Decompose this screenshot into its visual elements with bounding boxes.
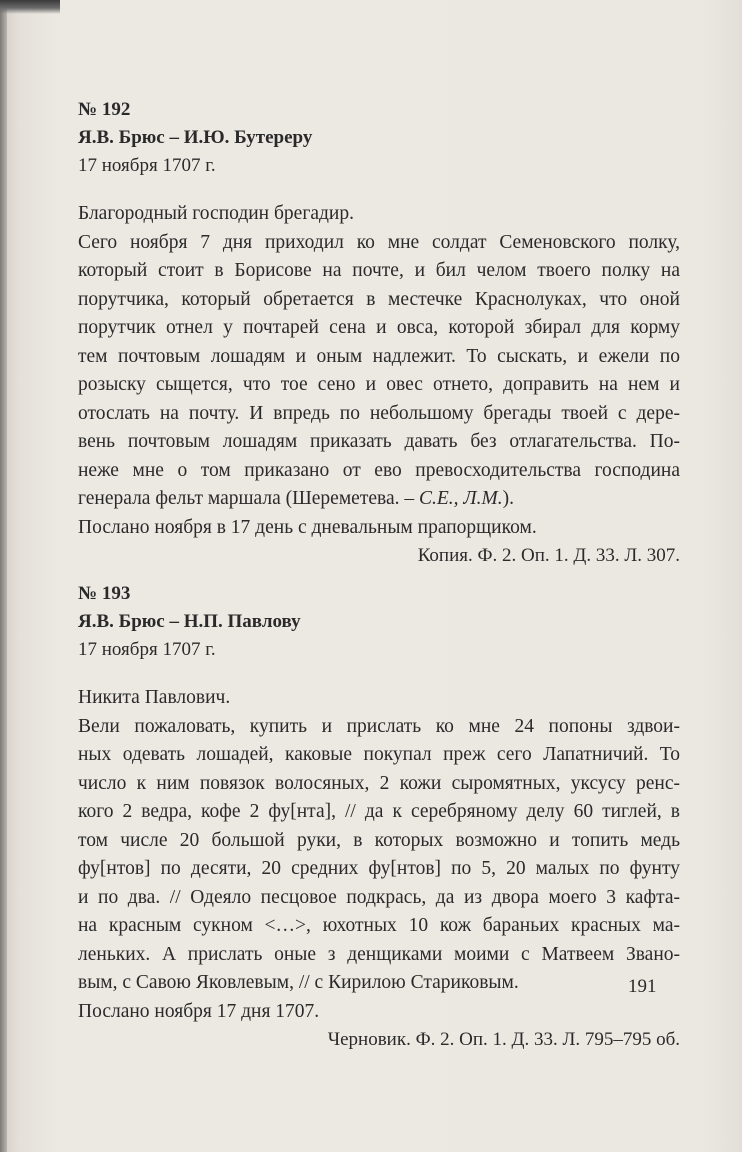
document-193-body	[78, 684, 680, 1054]
salutation: Никита Павлович.	[78, 687, 231, 708]
letter-body	[78, 229, 680, 543]
sent-note: Послано ноября в 17 день с дневальным прапорщиком.	[78, 516, 537, 538]
body-line: розыску сыщется, что тое сено и овес отнето, доправить на нем и	[78, 374, 680, 395]
doc-header: Я.В. Брюс – Н.П. Павлову	[78, 611, 301, 632]
body-line: отослать на почту. И впредь по небольшому брегады твоей с дере-	[78, 402, 680, 424]
body-line: Вели пожаловать, купить и прислать ко мне 24 попоны здвои-	[78, 715, 680, 737]
body-line: том числе 20 большой руки, в которых возможно и топить медь	[78, 829, 680, 851]
editor-initials: С.Е., Л.М.	[418, 488, 503, 509]
archival-source: Черновик. Ф. 2. Оп. 1. Д. 33. Л. 795–795 об.	[327, 1029, 680, 1050]
body-text: ).	[502, 488, 514, 509]
doc-number: № 192	[78, 99, 131, 120]
body-line: тем почтовым лошадям и оным надлежит. То сыскать, и ежели по	[78, 345, 680, 367]
doc-date: 17 ноября 1707 г.	[78, 639, 216, 660]
document-192	[78, 96, 680, 180]
body-line: порутчика, который обретается в местечке Краснолуках, что оной	[78, 288, 680, 310]
body-line: который стоит в Борисове на почте, и бил челом твоего полку на	[78, 260, 680, 281]
body-line: на красным сукном <…>, юхотных 10 кож бараньих красных ма-	[78, 915, 680, 936]
salutation: Благородный господин брегадир.	[78, 203, 354, 224]
body-line: число к ним повязок волосяных, 2 кожи сыромятных, уксусу ренс-	[78, 772, 680, 794]
doc-date: 17 ноября 1707 г.	[78, 155, 216, 176]
body-text: генерала фельт маршала (Шереметева. –	[78, 488, 419, 509]
page-number: 191	[628, 976, 657, 997]
doc-header: Я.В. Брюс – И.Ю. Бутереру	[78, 127, 313, 148]
page-corner-shadow	[0, 0, 60, 14]
book-spine-shadow	[0, 0, 7, 1152]
archival-source: Копия. Ф. 2. Оп. 1. Д. 33. Л. 307.	[417, 545, 680, 566]
document-192-body	[78, 200, 680, 570]
body-line: ных одевать лошадей, каковые покупал преж сего Лапатничий. То	[78, 744, 680, 765]
document-193	[78, 580, 680, 664]
sent-note: Послано ноября 17 дня 1707.	[78, 1000, 320, 1022]
body-line: леньких. А прислать оные з денщиками моими с Матвеем Звано-	[78, 943, 680, 965]
doc-number: № 193	[78, 583, 131, 604]
body-line: фу[нтов] по десяти, 20 средних фу[нтов] по 5, 20 малых по фунту	[78, 858, 680, 879]
body-line: и по два. // Одеяло песцовое подкрась, да из двора моего 3 кафта-	[78, 886, 680, 908]
body-line: порутчик отнел у почтарей сена и овса, которой збирал для корму	[78, 317, 680, 338]
body-line-last	[78, 485, 680, 514]
body-line: вень почтовым лошадям приказать давать без отлагательства. По-	[78, 431, 680, 452]
letter-body	[78, 713, 680, 1027]
body-line: неже мне о том приказано от ево превосходительства господина	[78, 459, 680, 481]
body-line: Сего ноября 7 дня приходил ко мне солдат Семеновского полку,	[78, 231, 680, 253]
body-line: кого 2 ведра, кофе 2 фу[нта], // да к серебряному делу 60 тиглей, в	[78, 801, 680, 822]
body-line-last: вым, с Савою Яковлевым, // с Кирилою Стариковым.	[78, 972, 519, 993]
